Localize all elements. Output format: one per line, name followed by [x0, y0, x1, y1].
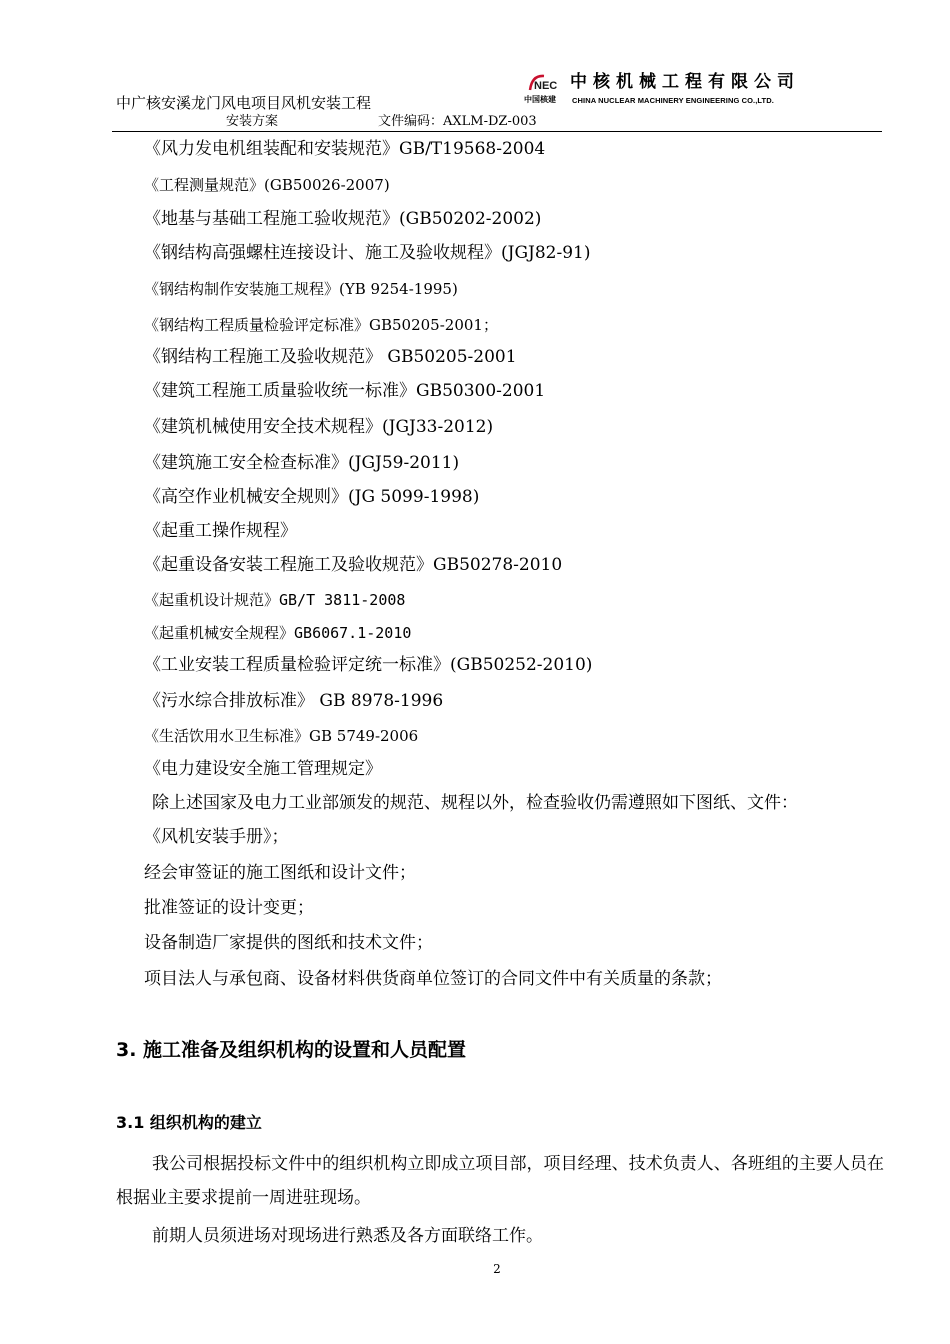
body-paragraph: 我公司根据投标文件中的组织机构立即成立项目部，项目经理、技术负责人、各班组的主要人员在根据业主要求提前一周进驻现场。 [116, 1154, 884, 1208]
header-divider [112, 131, 882, 132]
header-doc-code: 文件编码：AXLM-DZ-003 [378, 114, 537, 129]
reference-item: 《工业安装工程质量检验评定统一标准》(GB50252-2010) [144, 655, 593, 675]
extra-doc-item: 设备制造厂家提供的图纸和技术文件； [144, 933, 433, 953]
header-doc-type: 安装方案 [226, 114, 279, 129]
body-paragraph: 前期人员须进场对现场进行熟悉及各方面联络工作。 [152, 1226, 543, 1246]
logo-english-name: CHINA NUCLEAR MACHINERY ENGINEERING CO.,LTD. [572, 96, 774, 105]
reference-item: 《起重机械安全规程》GB6067.1-2010 [144, 624, 412, 642]
logo-company-name: 中核机械工程有限公司 [570, 72, 800, 92]
extra-doc-item: 项目法人与承包商、设备材料供货商单位签订的合同文件中有关质量的条款； [144, 969, 722, 989]
header-project-title: 中广核安溪龙门风电项目风机安装工程 [116, 94, 372, 112]
reference-item: 《风力发电机组装配和安装规范》GB/T19568-2004 [144, 139, 546, 159]
nec-logo-icon [528, 74, 562, 92]
reference-item: 《起重工操作规程》 [144, 521, 297, 541]
reference-item: 《地基与基础工程施工验收规范》(GB50202-2002) [144, 209, 542, 229]
logo-parent-name: 中国核建 [524, 95, 556, 104]
extra-doc-item: 《风机安装手册》； [144, 827, 289, 847]
reference-item: 《起重机设计规范》GB/T 3811-2008 [144, 591, 406, 609]
extra-doc-item: 批准签证的设计变更； [144, 898, 314, 918]
reference-item: 《电力建设安全施工管理规定》 [144, 759, 382, 779]
reference-item: 《污水综合排放标准》 GB 8978-1996 [144, 691, 444, 711]
reference-item: 《建筑施工安全检查标准》(JGJ59-2011) [144, 453, 460, 473]
reference-item: 《起重设备安装工程施工及验收规范》GB50278-2010 [144, 555, 563, 575]
reference-item: 《建筑机械使用安全技术规程》(JGJ33-2012) [144, 417, 494, 437]
reference-item: 《钢结构工程质量检验评定标准》GB50205-2001； [144, 316, 498, 334]
extra-docs-intro: 除上述国家及电力工业部颁发的规范、规程以外，检查验收仍需遵照如下图纸、文件： [152, 793, 798, 813]
extra-doc-item: 经会审签证的施工图纸和设计文件； [144, 863, 416, 883]
reference-item: 《高空作业机械安全规则》(JG 5099-1998) [144, 487, 480, 507]
reference-item: 《生活饮用水卫生标准》GB 5749-2006 [144, 727, 419, 745]
section-heading: 3. 施工准备及组织机构的设置和人员配置 [116, 1039, 467, 1061]
reference-item: 《建筑工程施工质量验收统一标准》GB50300-2001 [144, 381, 546, 401]
reference-item: 《钢结构制作安装施工规程》(YB 9254-1995) [144, 280, 458, 298]
company-logo [524, 72, 800, 108]
page-number: 2 [493, 1262, 501, 1276]
reference-item: 《工程测量规范》(GB50026-2007) [144, 176, 390, 194]
reference-item: 《钢结构高强螺柱连接设计、施工及验收规程》(JGJ82-91) [144, 243, 591, 263]
reference-item: 《钢结构工程施工及验收规范》 GB50205-2001 [144, 347, 517, 367]
header-doc-info [226, 114, 537, 130]
subsection-heading: 3.1 组织机构的建立 [116, 1113, 262, 1132]
logo-mark-text: NEC [534, 80, 558, 92]
